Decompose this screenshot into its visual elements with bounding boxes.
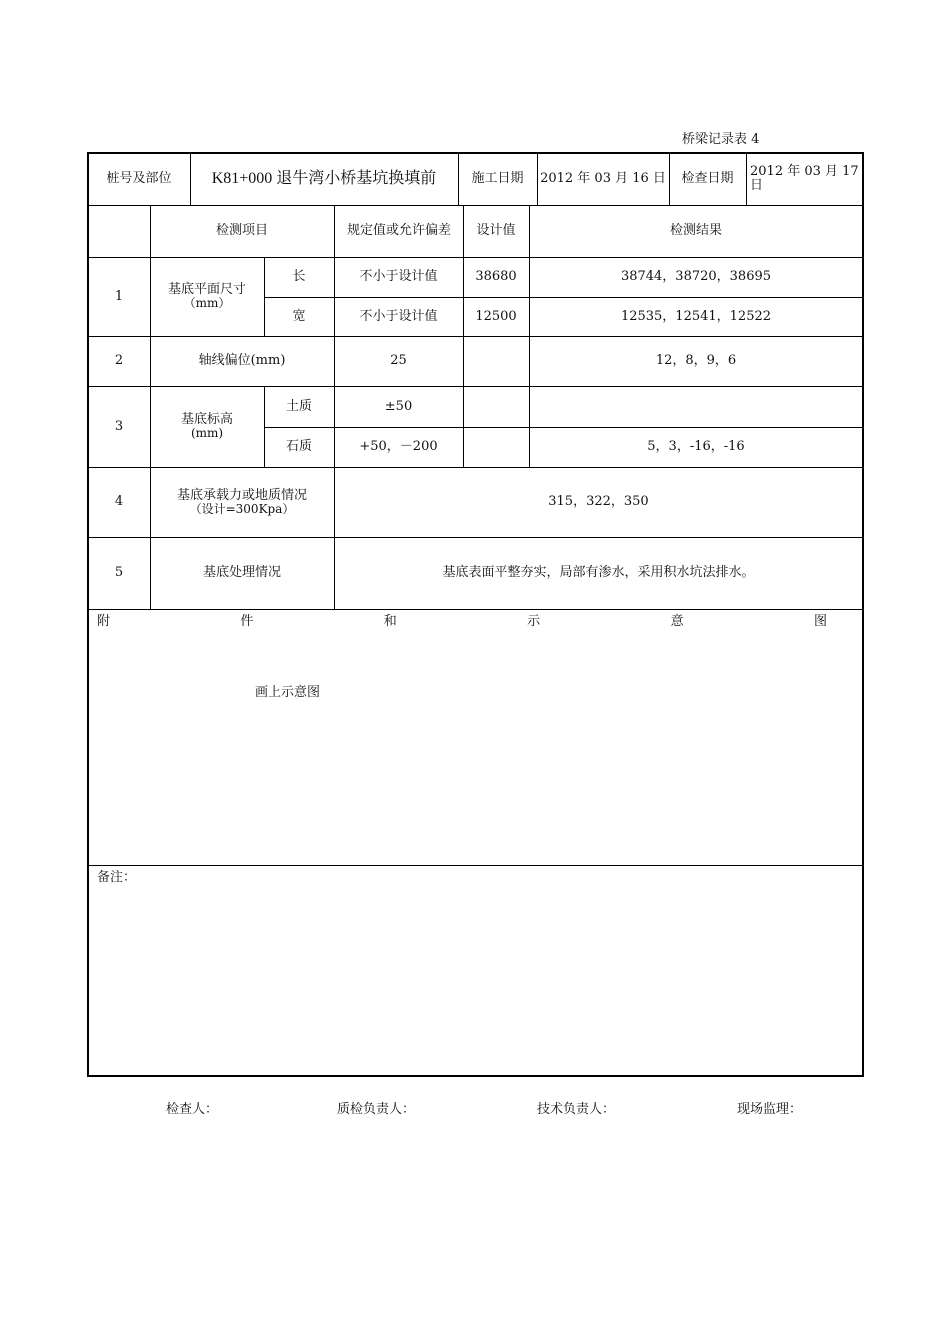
attachment-heading	[97, 610, 827, 629]
item-label: 基底平面尺寸	[167, 282, 246, 298]
attachment-heading-char: 附	[97, 614, 111, 629]
result-value: 基底表面平整夯实，局部有渗水，采用积水坑法排水。	[442, 565, 755, 581]
attachment-heading-char: 件	[240, 614, 254, 629]
result-value: 315，322，350	[548, 494, 649, 510]
tech-lead-label: 技术负责人：	[537, 1102, 616, 1117]
result-value: 12535，12541，12522	[620, 308, 772, 324]
station-label: 桩号及部位	[106, 171, 172, 187]
col-header-spec: 规定值或允许偏差	[346, 223, 451, 239]
construction-date-value: 2012 年 03 月 16 日	[540, 171, 666, 187]
row-number: 2	[114, 353, 124, 369]
item-unit: (mm)	[190, 426, 224, 441]
item-label: 基底承载力或地质情况	[176, 487, 307, 503]
sub-item: 土质	[285, 398, 312, 414]
design-value	[463, 336, 529, 386]
col-header-design: 设计值	[476, 223, 516, 239]
spec-value: 不小于设计值	[359, 308, 438, 324]
station-value: K81+000 退牛湾小桥基坑换填前	[211, 169, 437, 187]
attachment-heading-char: 图	[813, 614, 827, 629]
item-name	[150, 386, 264, 467]
item-name	[150, 257, 264, 336]
col-header-result: 检测结果	[669, 223, 722, 239]
design-value	[463, 386, 529, 427]
inspection-date-label: 检查日期	[681, 171, 734, 187]
row-number: 4	[114, 494, 124, 510]
row-number: 1	[114, 288, 124, 304]
item-label: 基底标高	[180, 412, 233, 428]
spec-value: 不小于设计值	[359, 269, 438, 285]
col-divider	[746, 153, 747, 205]
result-value: 38744，38720，38695	[620, 269, 772, 285]
qc-lead-label: 质检负责人：	[337, 1102, 416, 1117]
result-value	[529, 386, 863, 427]
form-code: 桥梁记录表 4	[682, 132, 760, 147]
construction-date-label: 施工日期	[471, 171, 524, 187]
item-name	[150, 467, 334, 537]
result-value: 5，3，-16，-16	[647, 439, 745, 455]
inspection-date-value: 2012 年 03 月 17 日	[750, 164, 859, 193]
item-unit: （mm）	[183, 296, 231, 311]
spec-value: +50，－200	[359, 439, 438, 455]
item-name: 基底处理情况	[202, 565, 281, 581]
remarks-label: 备注：	[97, 870, 137, 885]
inspector-label: 检查人：	[166, 1102, 219, 1117]
item-note: （设计=300Kpa）	[189, 501, 295, 516]
design-value	[463, 427, 529, 467]
sub-item: 长	[292, 269, 306, 285]
spec-value: 25	[390, 353, 407, 369]
sub-item: 宽	[292, 308, 306, 324]
attachment-heading-char: 示	[527, 614, 541, 629]
supervisor-label: 现场监理：	[737, 1102, 803, 1117]
attachment-heading-char: 意	[670, 614, 684, 629]
spec-value: ±50	[384, 398, 413, 414]
col-header-item: 检测项目	[215, 223, 268, 239]
row-number: 5	[114, 565, 124, 581]
attachment-note: 画上示意图	[255, 685, 321, 700]
result-value: 12，8，9，6	[655, 353, 737, 369]
item-name: 轴线偏位(mm)	[198, 353, 286, 369]
design-value: 12500	[475, 308, 517, 324]
row-number: 3	[114, 418, 124, 434]
attachment-heading-char: 和	[383, 614, 397, 629]
design-value: 38680	[475, 269, 517, 285]
sub-item: 石质	[285, 439, 312, 455]
row-divider	[88, 865, 863, 866]
